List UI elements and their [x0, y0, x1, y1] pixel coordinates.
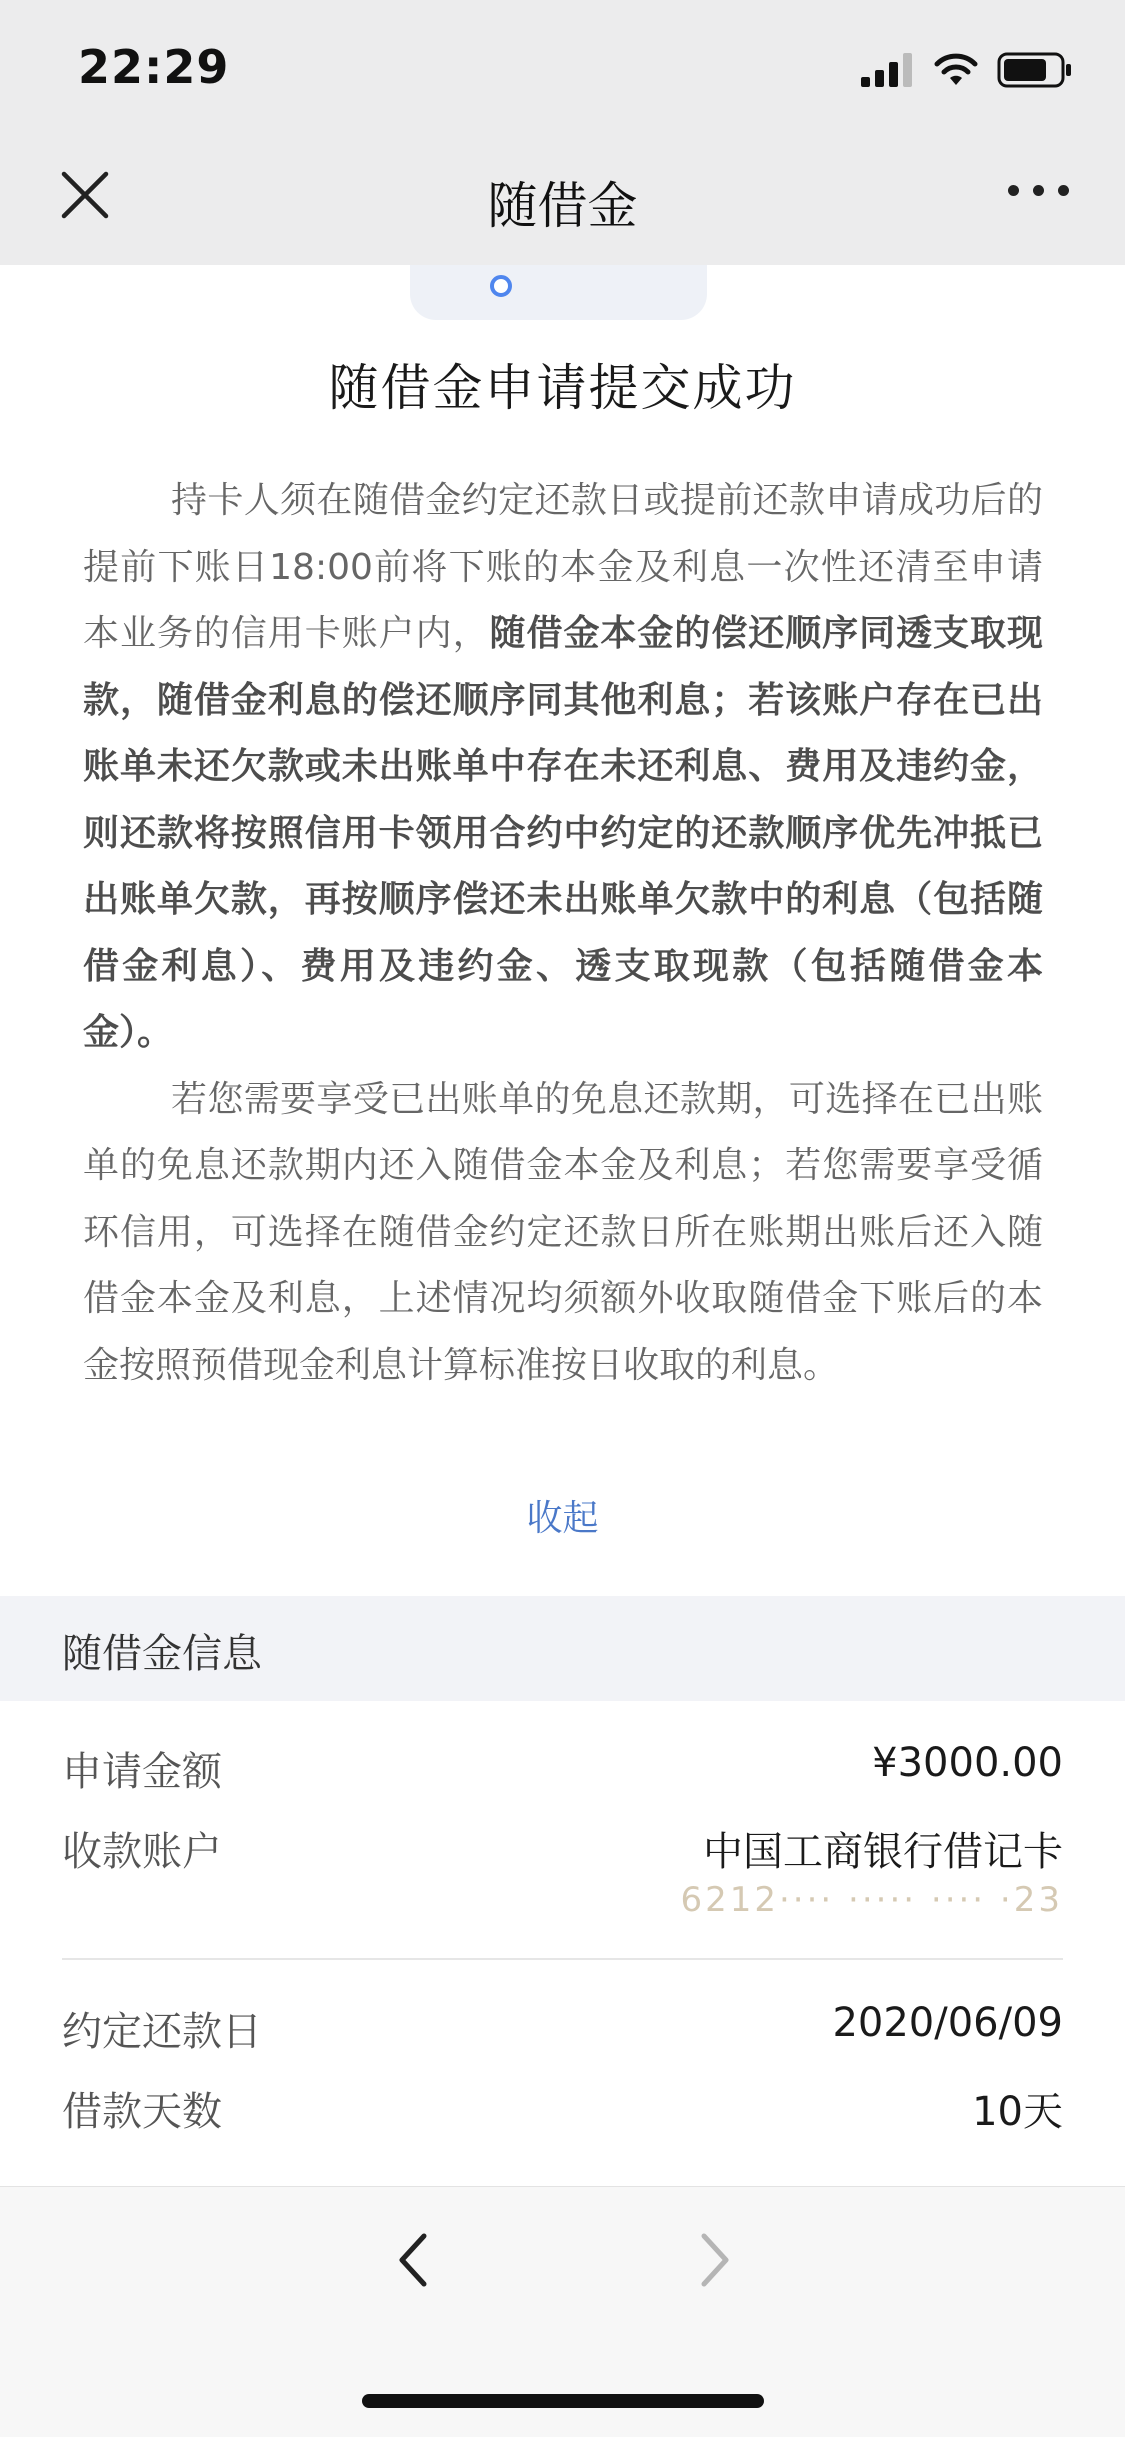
chevron-right-icon[interactable]	[690, 2230, 738, 2290]
notice-paragraph-1	[83, 468, 1043, 1067]
days-value: 10天	[972, 2089, 1063, 2135]
progress-tab	[410, 265, 707, 320]
signal-icon	[861, 53, 915, 87]
home-indicator	[362, 2394, 764, 2408]
notice-paragraph-2: 若您需要享受已出账单的免息还款期，可选择在已出账单的免息还款期内还入随借金本金及利息；若您需要享受循环信用，可选择在随借金约定还款日所在账期出账后还入随借金本金及利息，上述情况均须额外收取随借金下账后的本金按照预借现金利息计算标准按日收取的利息。	[83, 1078, 1043, 1386]
top-bar	[0, 0, 1125, 265]
collapse-link[interactable]: 收起	[526, 1498, 599, 1539]
due-date-label: 约定还款日	[62, 2009, 262, 2055]
divider	[62, 1958, 1063, 1960]
section-header	[0, 1596, 1125, 1701]
account-number: 6212···· ····· ···· ·23	[680, 1880, 1063, 1920]
notice-bold-text: 随借金本金的偿还顺序同透支取现款，随借金利息的偿还顺序同其他利息；若该账户存在已出账单未还欠款或未出账单中存在未还利息、费用及违约金，则还款将按照信用卡领用合约中约定的还款顺序优先冲抵已出账单欠款，再按顺序偿还未出账单欠款中的利息（包括随借金利息）、费用及违约金、透支取现款（包括随借金本金）。	[83, 613, 1043, 1053]
days-label: 借款天数	[62, 2089, 222, 2135]
account-label: 收款账户	[62, 1829, 222, 1875]
amount-value: ¥3000.00	[872, 1740, 1063, 1786]
more-dot	[1058, 185, 1069, 196]
more-dot	[1008, 185, 1019, 196]
more-icon[interactable]	[1008, 185, 1069, 196]
due-date-value: 2020/06/09	[832, 2000, 1063, 2046]
chevron-left-icon[interactable]	[390, 2230, 438, 2290]
amount-label: 申请金额	[62, 1749, 222, 1795]
notice-text: 持卡人须在随借金约定还款日或提前还款申请成功后的提前下账日18:00前将下账的本金及利息一次性还清至申请本业务的信用卡账户内，	[83, 480, 1043, 654]
progress-dot-icon	[490, 275, 512, 297]
section-title: 随借金信息	[62, 1631, 262, 1677]
page-title: 随借金	[487, 177, 638, 235]
status-time: 22:29	[78, 40, 230, 94]
wifi-icon	[933, 53, 979, 87]
status-icons	[861, 50, 1073, 90]
account-value: 中国工商银行借记卡	[703, 1829, 1063, 1875]
repayment-notice	[83, 468, 1043, 1399]
more-dot	[1033, 185, 1044, 196]
success-heading: 随借金申请提交成功	[328, 359, 797, 417]
battery-icon	[997, 52, 1073, 88]
